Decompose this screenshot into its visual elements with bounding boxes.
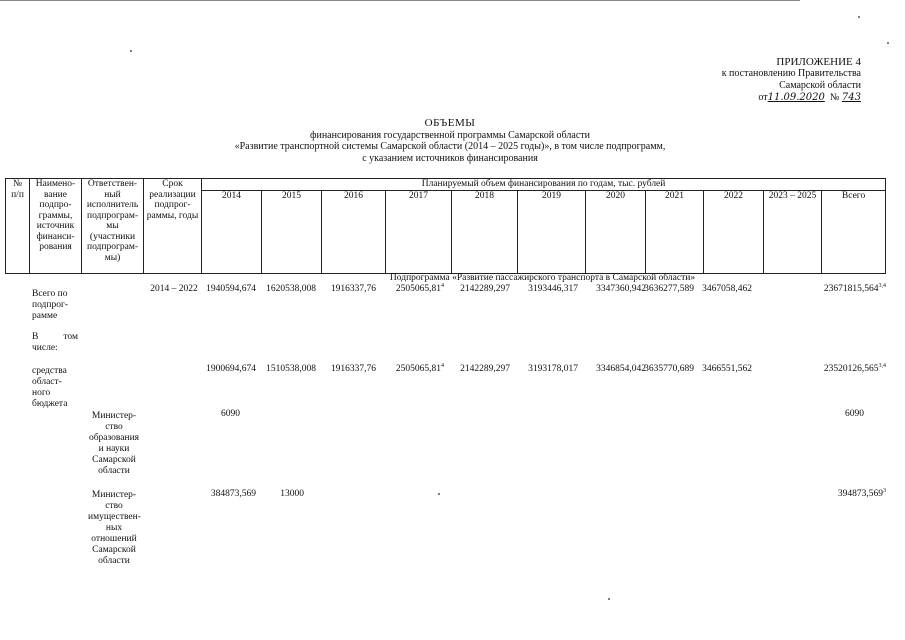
header-term: Срок реализации подпрог-раммы, годы: [144, 179, 202, 274]
header-year: 2020: [586, 191, 646, 274]
header-year: 2015: [262, 191, 322, 274]
scan-speck: [887, 42, 889, 44]
heading-title: ОБЪЕМЫ: [424, 117, 476, 129]
row-edu-responsible: Министер-ство образования и науки Самарской области: [88, 411, 140, 476]
header-financing-group: Планируемый объем финансирования по годам, тыс. рублей: [202, 179, 886, 191]
row-property-responsible: Министер-ство имуществен-ных отношений Самарской области: [88, 490, 141, 566]
header-year: 2023 – 2025: [764, 191, 822, 274]
subprogram-caption: Подпрограмма «Развитие пассажирского транспорта в Самарской области»: [389, 273, 696, 283]
header-year: 2018: [452, 191, 518, 274]
row-total-name: Всего по подпрог-рамме: [32, 289, 69, 321]
row-budget-2016: 1916337,76: [330, 364, 376, 374]
row-total-2022: 3467058,462: [702, 284, 752, 294]
row-total-term: 2014 – 2022: [150, 284, 198, 294]
scan-speck: [438, 493, 440, 495]
date-prefix: от: [758, 92, 768, 103]
heading-line4: с указанием источников финансирования: [362, 152, 538, 164]
row-budget-2022: 3466551,562: [702, 364, 752, 374]
row-budget-2021: 3635770,689: [644, 364, 694, 374]
row-property-sum: 394873,569$^3$: [837, 488, 886, 499]
row-property-2015: 13000: [280, 489, 304, 499]
page-top-edge: [0, 0, 800, 1]
header-year: 2021: [646, 191, 704, 274]
row-edu-2014: 6090: [221, 409, 240, 419]
heading-line3: «Развитие транспортной системы Самарской области (2014 – 2025 годы)», в том числе подпрограмм,: [234, 141, 666, 152]
document-heading: [180, 118, 720, 164]
row-budget-2019: 3193178,017: [528, 364, 578, 374]
row-budget-2017: 2505065,81$^4$: [395, 363, 444, 374]
scan-speck: [858, 16, 860, 18]
row-total-2020: 3347360,942: [596, 284, 646, 294]
header-total: Всего: [822, 191, 886, 274]
header-year: 2014: [202, 191, 262, 274]
heading-line2: финансирования государственной программы Самарской области: [309, 129, 590, 141]
appendix-title: ПРИЛОЖЕНИЕ 4: [776, 56, 861, 68]
header-year: 2022: [704, 191, 764, 274]
header-responsible: Ответствен-ный исполнитель подпрограм-мы (участники подпрограм-мы): [82, 179, 144, 274]
row-edu-sum: 6090: [845, 409, 864, 419]
number-value: 743: [841, 92, 861, 103]
row-incl-label: В том числе:: [32, 332, 78, 353]
row-budget-2014: 1900694,674: [206, 364, 256, 374]
header-year: 2016: [322, 191, 386, 274]
appendix-block: [671, 56, 861, 104]
appendix-line1: к постановлению Правительства: [721, 68, 861, 79]
header-year: 2017: [386, 191, 452, 274]
header-num: № п/п: [6, 179, 30, 274]
row-total-2017: 2505065,81$^4$: [395, 283, 444, 294]
row-total-2018: 2142289,297: [460, 284, 510, 294]
appendix-signature-line: [671, 92, 861, 104]
row-budget-sum: 23520126,565$^{3,4}$: [823, 363, 886, 374]
row-total-2016: 1916337,76: [330, 284, 376, 294]
row-budget-name: средства област-ного бюджета: [32, 366, 68, 409]
row-total-2021: 3636277,589: [644, 284, 694, 294]
row-total-sum: 23671815,564$^{3,4}$: [823, 283, 886, 294]
row-budget-2015: 1510538,008: [266, 364, 316, 374]
header-name: Наимено-вание подпро-граммы, источник финанси-рования: [30, 179, 82, 274]
row-total-2015: 1620538,008: [266, 284, 316, 294]
scan-speck: [608, 598, 610, 600]
appendix-line2: Самарской области: [779, 80, 861, 91]
number-prefix: №: [829, 92, 840, 103]
scan-speck: [130, 50, 132, 52]
financing-table: [5, 178, 886, 274]
header-year: 2019: [518, 191, 586, 274]
row-budget-2018: 2142289,297: [460, 364, 510, 374]
row-budget-2020: 3346854,042: [596, 364, 646, 374]
row-property-2014: 384873,569: [210, 489, 256, 499]
row-total-2019: 3193446,317: [528, 284, 578, 294]
row-total-2014: 1940594,674: [206, 284, 256, 294]
date-value: 11.09.2020: [767, 92, 825, 103]
